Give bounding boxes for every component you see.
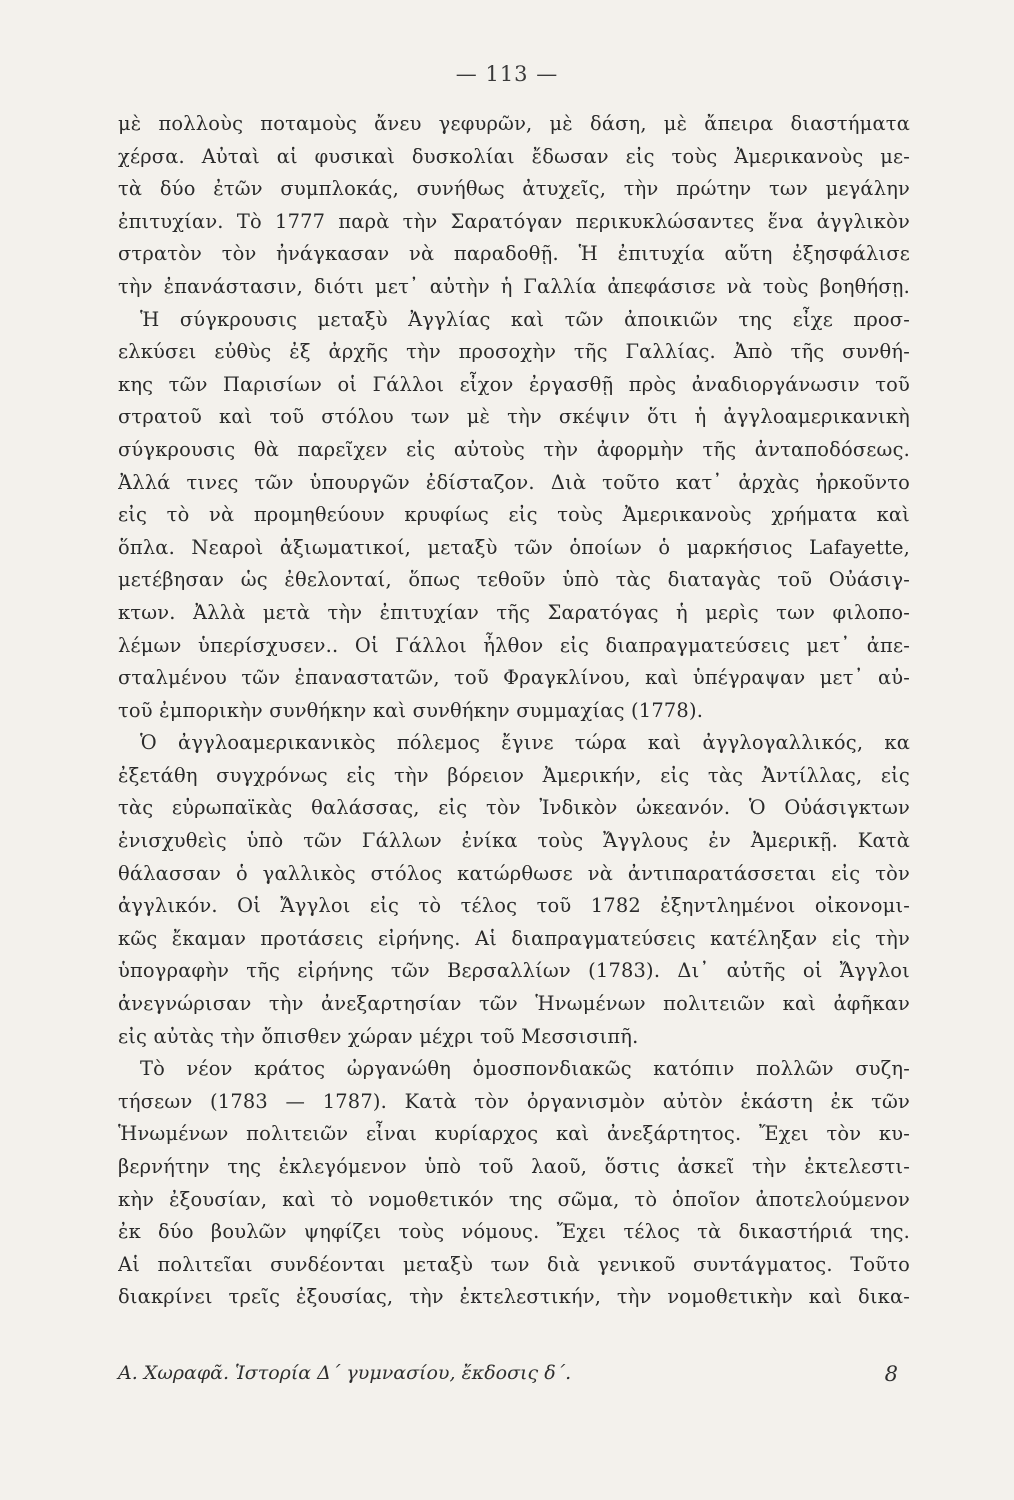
text-line: κὴν ἐξουσίαν, καὶ τὸ νομοθετικόν της σῶμα, τὸ ὁποῖον ἀποτελούμενον	[118, 1187, 910, 1211]
paragraph-end-line: εἰς αὐτὰς τὴν ὄπισθεν χώραν μέχρι τοῦ Μεσσισιπῆ.	[118, 1024, 639, 1048]
text-line: λέμων ὑπερίσχυσεν.. Οἱ Γάλλοι ἦλθον εἰς διαπραγματεύσεις μετ᾽ ἀπε-	[118, 633, 910, 657]
text-line: τήσεων (1783 — 1787). Κατὰ τὸν ὀργανισμὸν αὐτὸν ἑκάστη ἐκ τῶν	[118, 1089, 910, 1113]
text-line: ἐκ δύο βουλῶν ψηφίζει τοὺς νόμους. Ἔχει τέλος τὰ δικαστήριά της.	[118, 1220, 910, 1244]
paragraph-start-line: Ἡ σύγκρουσις μεταξὺ Ἀγγλίας καὶ τῶν ἀποικιῶν της εἶχε προσ-	[140, 307, 910, 331]
text-line: χέρσα. Αὐταὶ αἱ φυσικαὶ δυσκολίαι ἔδωσαν εἰς τοὺς Ἀμερικανοὺς με-	[118, 144, 910, 168]
signature-mark: 8	[884, 1362, 898, 1386]
paragraph-end-line: τοῦ ἐμπορικὴν συνθήκην καὶ συνθήκην συμμαχίας (1778).	[118, 698, 704, 722]
text-line: κῶς ἔκαμαν προτάσεις εἰρήνης. Αἱ διαπραγματεύσεις κατέληξαν εἰς τὴν	[118, 926, 910, 950]
paragraph-start-line: Τὸ νέον κράτος ὠργανώθη ὁμοσπονδιακῶς κατόπιν πολλῶν συζη-	[140, 1057, 910, 1081]
text-line: ὅπλα. Νεαροὶ ἀξιωματικοί, μεταξὺ τῶν ὁποίων ὁ μαρκήσιος Lafayette,	[118, 535, 910, 559]
text-line: Αἱ πολιτεῖαι συνδέονται μεταξὺ των διὰ γενικοῦ συντάγματος. Τοῦτο	[118, 1252, 910, 1276]
text-line: ἀγγλικόν. Οἱ Ἄγγλοι εἰς τὸ τέλος τοῦ 1782 ἐξηντλημένοι οἰκονομι-	[118, 894, 910, 918]
text-line: ἐπιτυχίαν. Τὸ 1777 παρὰ τὴν Σαρατόγαν περικυκλώσαντες ἕνα ἀγγλικὸν	[118, 209, 910, 233]
text-line: θάλασσαν ὁ γαλλικὸς στόλος κατώρθωσε νὰ ἀντιπαρατάσσεται εἰς τὸν	[118, 861, 910, 885]
page-footer	[118, 1362, 910, 1396]
footer-citation: Α. Χωραφᾶ. Ἱστορία Δ΄ γυμνασίου, ἔκδοσις δ΄.	[118, 1362, 572, 1384]
text-line: μετέβησαν ὡς ἐθελονταί, ὅπως τεθοῦν ὑπὸ τὰς διαταγὰς τοῦ Οὐάσιγ-	[118, 568, 910, 592]
text-line: τὰ δύο ἐτῶν συμπλοκάς, συνήθως ἀτυχεῖς, τὴν πρώτην των μεγάλην	[118, 177, 910, 201]
text-line: στρατὸν τὸν ἠνάγκασαν νὰ παραδοθῇ. Ἡ ἐπιτυχία αὕτη ἐξησφάλισε	[118, 242, 910, 266]
text-line: στρατοῦ καὶ τοῦ στόλου των μὲ τὴν σκέψιν ὅτι ἡ ἀγγλοαμερικανικὴ	[118, 405, 910, 429]
text-line: μὲ πολλοὺς ποταμοὺς ἄνευ γεφυρῶν, μὲ δάση, μὲ ἄπειρα διαστήματα	[118, 112, 910, 135]
text-line: ἀνεγνώρισαν τὴν ἀνεξαρτησίαν τῶν Ἡνωμένων πολιτειῶν καὶ ἀφῆκαν	[118, 992, 910, 1016]
text-line: σταλμένου τῶν ἐπαναστατῶν, τοῦ Φραγκλίνου, καὶ ὑπέγραψαν μετ᾽ αὐ-	[118, 666, 910, 690]
text-line: εἰς τὸ νὰ προμηθεύουν κρυφίως εἰς τοὺς Ἀμερικανοὺς χρήματα καὶ	[118, 503, 910, 527]
text-line: ἐνισχυθεὶς ὑπὸ τῶν Γάλλων ἐνίκα τοὺς Ἄγγλους ἐν Ἀμερικῇ. Κατὰ	[118, 829, 910, 853]
text-line: σύγκρουσις θὰ παρεῖχεν εἰς αὐτοὺς τὴν ἀφορμὴν τῆς ἀνταποδόσεως.	[118, 437, 910, 461]
paragraph-start-line: Ὁ ἀγγλοαμερικανικὸς πόλεμος ἔγινε τώρα καὶ ἀγγλογαλλικός, κα	[140, 731, 910, 755]
text-line: ὑπογραφὴν τῆς εἰρήνης τῶν Βερσαλλίων (1783). Δι᾽ αὐτῆς οἱ Ἄγγλοι	[118, 959, 910, 983]
text-line: Ἡνωμένων πολιτειῶν εἶναι κυρίαρχος καὶ ἀνεξάρτητος. Ἔχει τὸν κυ-	[118, 1122, 910, 1146]
text-line: διακρίνει τρεῖς ἐξουσίας, τὴν ἐκτελεστικήν, τὴν νομοθετικὴν καὶ δικα-	[118, 1285, 910, 1309]
text-line: τὰς εὐρωπαϊκὰς θαλάσσας, εἰς τὸν Ἰνδικὸν ὠκεανόν. Ὁ Οὐάσιγκτων	[118, 796, 910, 820]
text-line: ἐξετάθη συγχρόνως εἰς τὴν βόρειον Ἀμερικήν, εἰς τὰς Ἀντίλλας, εἰς	[118, 763, 910, 787]
text-line: βερνήτην της ἐκλεγόμενον ὑπὸ τοῦ λαοῦ, ὅστις ἀσκεῖ τὴν ἐκτελεστι-	[118, 1155, 910, 1178]
body-text	[118, 108, 910, 1314]
text-line: κτων. Ἀλλὰ μετὰ τὴν ἐπιτυχίαν τῆς Σαρατόγας ἡ μερὶς των φιλοπο-	[118, 600, 910, 624]
text-line: Ἀλλά τινες τῶν ὑπουργῶν ἐδίσταζον. Διὰ τοῦτο κατ᾽ ἀρχὰς ἠρκοῦντο	[118, 470, 910, 494]
text-line: κης τῶν Παρισίων οἱ Γάλλοι εἶχον ἐργασθῇ πρὸς ἀναδιοργάνωσιν τοῦ	[118, 372, 910, 396]
text-line: ελκύσει εὐθὺς ἐξ ἀρχῆς τὴν προσοχὴν τῆς Γαλλίας. Ἀπὸ τῆς συνθή-	[118, 340, 910, 364]
text-line: τὴν ἐπανάστασιν, διότι μετ᾽ αὐτὴν ἡ Γαλλία ἀπεφάσισε νὰ τοὺς βοηθήσῃ.	[118, 274, 910, 298]
page-number: — 113 —	[455, 62, 559, 86]
